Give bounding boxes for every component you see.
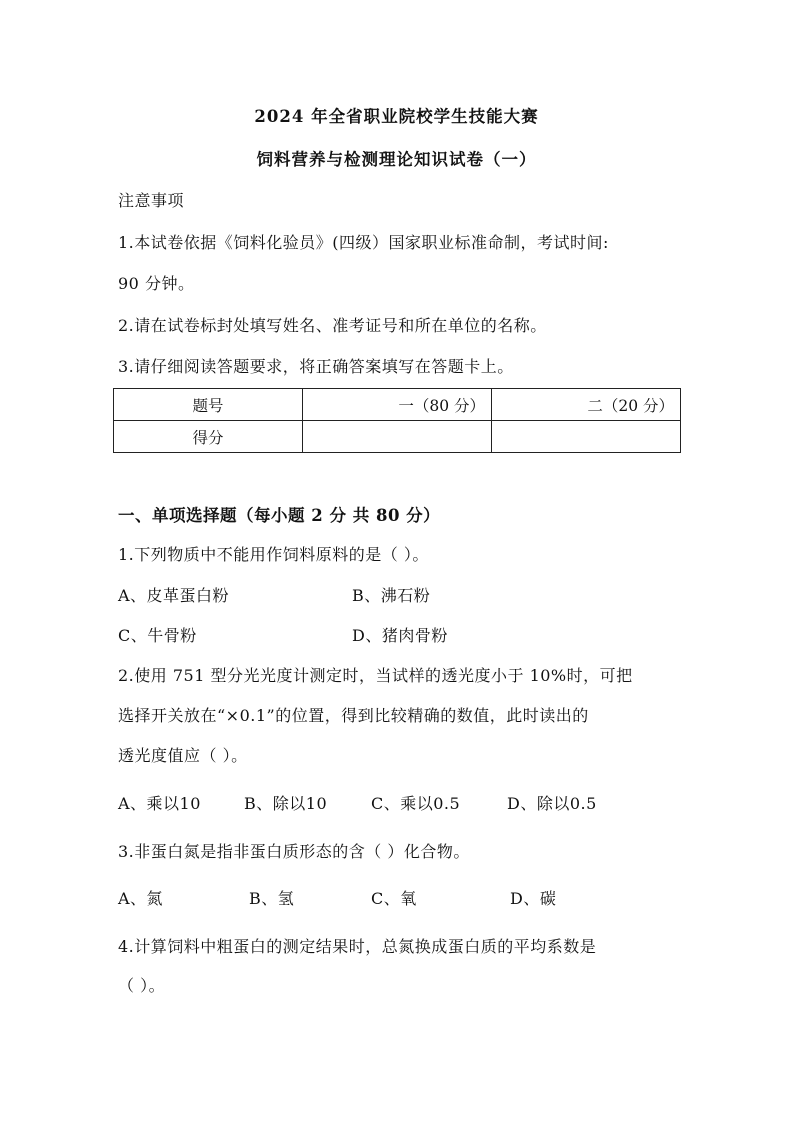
question-stem: 4.计算饲料中粗蛋白的测定结果时，总氮换成蛋白质的平均系数是 bbox=[118, 937, 597, 956]
section-heading: 一、单项选择题（每小题 2 分 共 80 分） bbox=[118, 506, 441, 525]
score-table bbox=[113, 388, 681, 453]
option-b: B、沸石粉 bbox=[352, 586, 431, 605]
option-d: D、碳 bbox=[510, 889, 557, 908]
question-stem: （ ）。 bbox=[118, 976, 166, 995]
option-c: C、氧 bbox=[371, 889, 417, 908]
question-stem: 2.使用 751 型分光光度计测定时，当试样的透光度小于 10%时，可把 bbox=[118, 666, 633, 685]
note-item-1b: 90 分钟。 bbox=[118, 274, 195, 293]
question-stem: 选择开关放在“×0.1”的位置，得到比较精确的数值，此时读出的 bbox=[118, 706, 589, 725]
question-stem: 3.非蛋白氮是指非蛋白质形态的含（ ）化合物。 bbox=[118, 842, 470, 861]
option-a: A、乘以10 bbox=[118, 794, 201, 813]
notes-heading: 注意事项 bbox=[118, 191, 185, 210]
score-table-cell: 二（20 分） bbox=[492, 389, 681, 421]
option-c: C、乘以0.5 bbox=[371, 794, 461, 813]
question-stem: 1.下列物质中不能用作饲料原料的是（ ）。 bbox=[118, 545, 429, 564]
score-table-cell: 得分 bbox=[114, 421, 303, 453]
note-item-2: 2.请在试卷标封处填写姓名、准考证号和所在单位的名称。 bbox=[118, 316, 547, 335]
option-c: C、牛骨粉 bbox=[118, 626, 197, 645]
option-d: D、猪肉骨粉 bbox=[352, 626, 448, 645]
option-a: A、氮 bbox=[118, 889, 164, 908]
exam-title-line2: 饲料营养与检测理论知识试卷（一） bbox=[256, 150, 537, 169]
note-item-1a: 1.本试卷依据《饲料化验员》(四级）国家职业标准命制，考试时间: bbox=[118, 233, 609, 252]
score-table-cell: 题号 bbox=[114, 389, 303, 421]
question-stem: 透光度值应（ ）。 bbox=[118, 746, 248, 765]
option-b: B、氢 bbox=[249, 889, 295, 908]
score-table-cell bbox=[492, 421, 681, 453]
option-b: B、除以10 bbox=[244, 794, 328, 813]
score-table-row bbox=[114, 421, 681, 453]
exam-title-line1: 2024 年全省职业院校学生技能大赛 bbox=[254, 107, 539, 126]
option-d: D、除以0.5 bbox=[507, 794, 597, 813]
score-table-cell bbox=[303, 421, 492, 453]
option-a: A、皮革蛋白粉 bbox=[118, 586, 230, 605]
score-table-row bbox=[114, 389, 681, 421]
score-table-cell: 一（80 分） bbox=[303, 389, 492, 421]
note-item-3: 3.请仔细阅读答题要求，将正确答案填写在答题卡上。 bbox=[118, 357, 514, 376]
